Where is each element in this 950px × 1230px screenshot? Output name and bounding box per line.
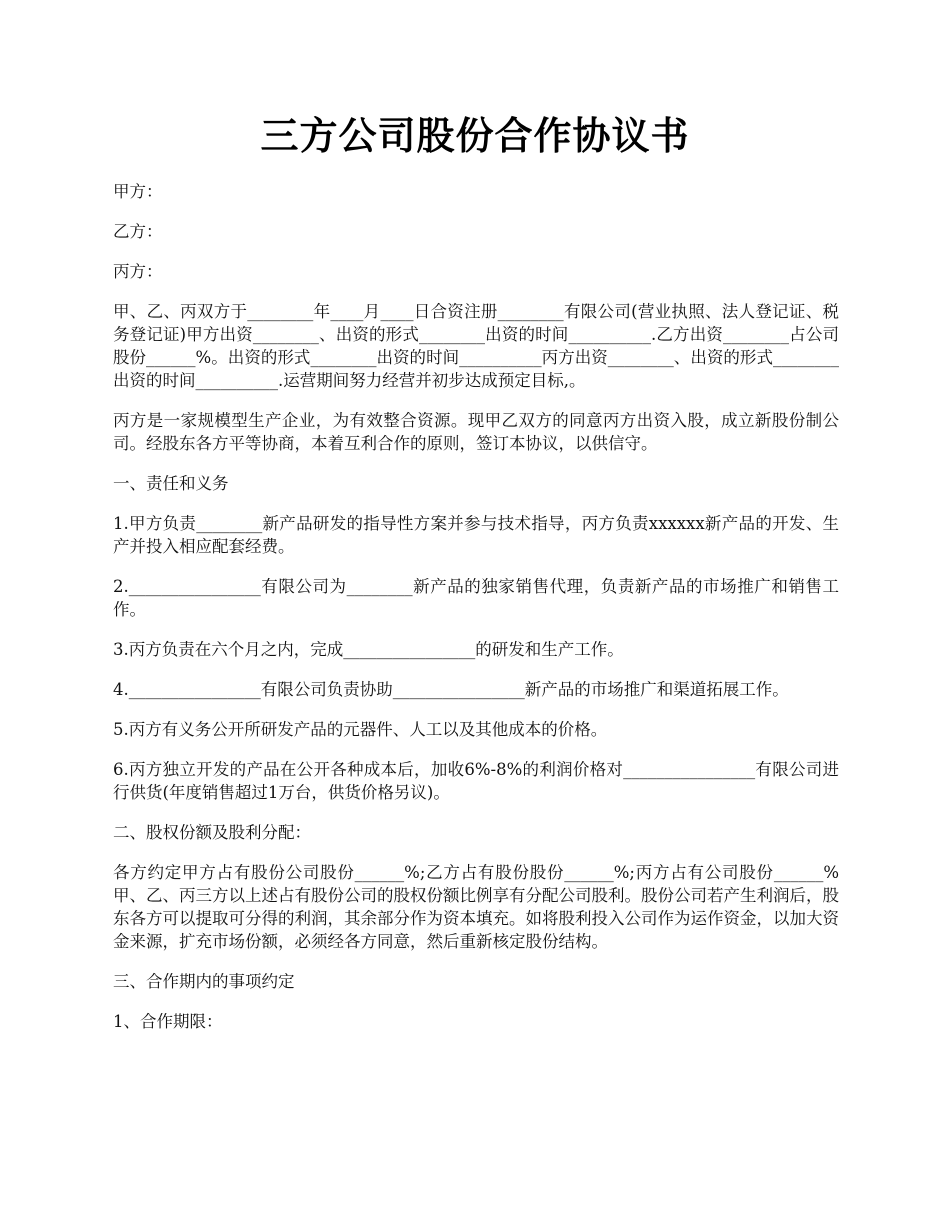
- party-a-line: 甲方：: [113, 182, 163, 201]
- party-c-line: 丙方：: [113, 262, 163, 281]
- section-heading-responsibilities: 一、责任和义务: [113, 474, 229, 493]
- section-heading-cooperation: 三、合作期内的事项约定: [113, 972, 295, 991]
- section-heading-equity: 二、股权份额及股利分配：: [113, 823, 311, 842]
- document-body: [113, 180, 839, 1050]
- cooperation-term-line: 1、合作期限：: [113, 1012, 223, 1031]
- clause-1: 1.甲方负责________新产品研发的指导性方案并参与技术指导，丙方负责xxxxxx新产品的开发、生产并投入相应配套经费。: [113, 514, 839, 556]
- clause-6: 6.丙方独立开发的产品在公开各种成本后，加收6%-8%的利润价格对________________有限公司进行供货(年度销售超过1万台，供货价格另议)。: [113, 760, 839, 802]
- clause-2: 2.________________有限公司为________新产品的独家销售代理，负责新产品的市场推广和销售工作。: [113, 577, 839, 619]
- background-paragraph: 丙方是一家规模型生产企业，为有效整合资源。现甲乙双方的同意丙方出资入股，成立新股份制公司。经股东各方平等协商，本着互利合作的原则，签订本协议，以供信守。: [113, 411, 839, 453]
- clause-3: 3.丙方负责在六个月之内，完成________________的研发和生产工作。: [113, 640, 624, 659]
- equity-paragraph: 各方约定甲方占有股份公司股份______%;乙方占有股份股份______%;丙方占有公司股份______%甲、乙、丙三方以上述占有股份公司的股权份额比例享有分配公司股利。股份公司若产生利润后，股东各方可以提取可分得的利润，其余部分作为资本填充。如将股利投入公司作为运作资金，以加大资金来源，扩充市场份额，必须经各方同意，然后重新核定股份结构。: [113, 863, 839, 951]
- clause-4: 4.________________有限公司负责协助________________新产品的市场推广和渠道拓展工作。: [113, 680, 789, 699]
- party-b-line: 乙方：: [113, 222, 163, 241]
- investment-paragraph: 甲、乙、丙双方于________年____月____日合资注册________有限公司(营业执照、法人登记证、税务登记证)甲方出资________、出资的形式________出资的时间__________.乙方出资________占公司股份______%。出资的形式________出资的时间__________丙方出资________、出资的形式________出资的时间__________.运营期间努力经营并初步达成预定目标,。: [113, 302, 839, 390]
- document-title: 三方公司股份合作协议书: [260, 113, 690, 158]
- clause-5: 5.丙方有义务公开所研发产品的元器件、人工以及其他成本的价格。: [113, 720, 608, 739]
